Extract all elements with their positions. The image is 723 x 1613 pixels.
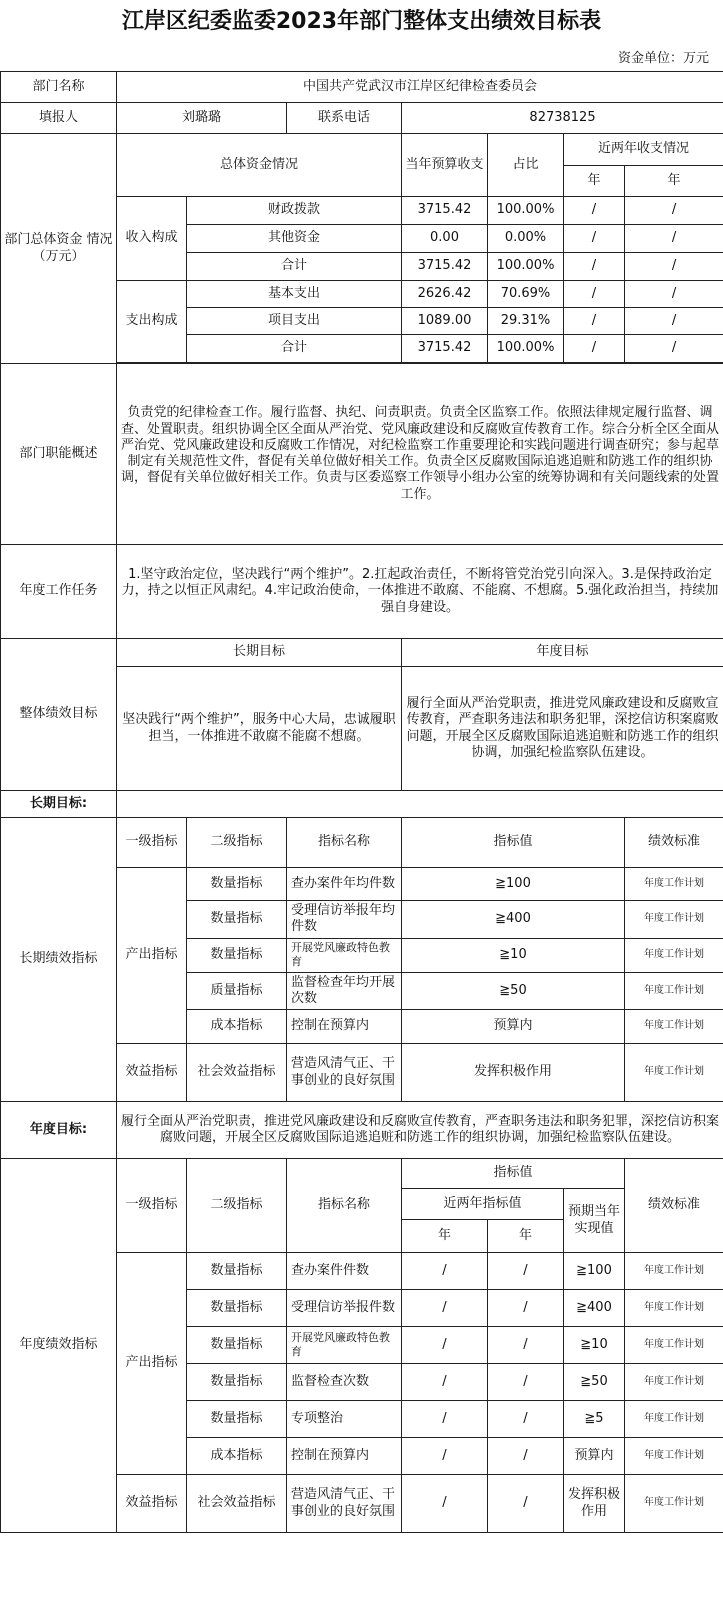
funds-budget-header: 当年预算收支 [402, 134, 488, 197]
lt-output-label: 产出指标 [117, 868, 187, 1044]
lt-standard-header: 绩效标准 [625, 818, 723, 868]
lt-standard: 年度工作计划 [625, 1044, 723, 1102]
lt-standard: 年度工作计划 [625, 1010, 723, 1044]
income-name: 财政拨款 [187, 197, 402, 225]
annual-header-row [1, 1159, 723, 1189]
an-expected: ≧10 [564, 1327, 625, 1364]
an-year1: / [402, 1253, 488, 1290]
an-year1: / [402, 1290, 488, 1327]
income-amount: 3715.42 [402, 197, 488, 225]
an-year2-header: 年 [488, 1220, 564, 1253]
an-expected: ≧50 [564, 1364, 625, 1401]
lt-level2: 成本指标 [187, 1010, 287, 1044]
an-level2: 数量指标 [187, 1401, 287, 1438]
an-standard: 年度工作计划 [625, 1438, 723, 1475]
expense-year1: / [564, 308, 625, 335]
duties-row [1, 364, 723, 545]
annual-section-label: 年度绩效指标 [1, 1159, 117, 1533]
long-term-header-row [1, 818, 723, 868]
an-level2: 社会效益指标 [187, 1475, 287, 1533]
an-year1: / [402, 1438, 488, 1475]
lt-name-header: 指标名称 [287, 818, 402, 868]
an-year2: / [488, 1475, 564, 1533]
lt-level2: 数量指标 [187, 868, 287, 901]
duties-label: 部门职能概述 [1, 364, 117, 545]
an-value-header: 指标值 [402, 1159, 625, 1189]
expense-amount: 2626.42 [402, 281, 488, 308]
an-name: 监督检查次数 [287, 1364, 402, 1401]
expense-ratio: 100.00% [488, 335, 564, 363]
income-year1: / [564, 197, 625, 225]
income-label: 收入构成 [117, 197, 187, 281]
lt-name: 营造风清气正、干事创业的良好氛围 [287, 1044, 402, 1102]
an-name: 查办案件件数 [287, 1253, 402, 1290]
expense-year2: / [625, 335, 723, 363]
lt-level2: 数量指标 [187, 901, 287, 939]
reporter-row [1, 103, 723, 134]
expense-ratio: 70.69% [488, 281, 564, 308]
an-name: 营造风清气正、干事创业的良好氛围 [287, 1475, 402, 1533]
an-standard: 年度工作计划 [625, 1290, 723, 1327]
an-year1: / [402, 1401, 488, 1438]
income-year1: / [564, 225, 625, 253]
tasks-label: 年度工作任务 [1, 545, 117, 639]
funds-year1-header: 年 [564, 166, 625, 197]
an-year2: / [488, 1290, 564, 1327]
income-year2: / [625, 197, 723, 225]
overall-annual-header: 年度目标 [402, 639, 723, 667]
income-ratio: 100.00% [488, 253, 564, 281]
an-year1: / [402, 1327, 488, 1364]
expense-year1: / [564, 281, 625, 308]
an-level2-header: 二级指标 [187, 1159, 287, 1253]
lt-standard: 年度工作计划 [625, 938, 723, 972]
lt-name: 查办案件年均件数 [287, 868, 402, 901]
expense-amount: 3715.42 [402, 335, 488, 363]
an-year1: / [402, 1364, 488, 1401]
an-year1: / [402, 1475, 488, 1533]
lt-name: 受理信访举报年均件数 [287, 901, 402, 939]
an-standard: 年度工作计划 [625, 1327, 723, 1364]
an-level2: 数量指标 [187, 1327, 287, 1364]
long-term-section-label: 长期绩效指标 [1, 818, 117, 1102]
lt-level2: 质量指标 [187, 972, 287, 1010]
an-name: 受理信访举报件数 [287, 1290, 402, 1327]
an-year2: / [488, 1438, 564, 1475]
an-year2: / [488, 1253, 564, 1290]
an-level2: 数量指标 [187, 1290, 287, 1327]
lt-level2-header: 二级指标 [187, 818, 287, 868]
performance-table [0, 71, 723, 1533]
an-level2: 成本指标 [187, 1438, 287, 1475]
an-name: 控制在预算内 [287, 1438, 402, 1475]
an-level1-header: 一级指标 [117, 1159, 187, 1253]
currency-unit: 资金单位：万元 [617, 51, 709, 66]
phone-value: 82738125 [402, 103, 723, 134]
an-expected-header: 预期当年实现值 [564, 1189, 625, 1253]
lt-value: 预算内 [402, 1010, 625, 1044]
lt-name: 监督检查年均开展次数 [287, 972, 402, 1010]
funds-header-row [1, 134, 723, 166]
funds-section-label: 部门总体资金 情况（万元） [1, 134, 117, 364]
an-benefit-label: 效益指标 [117, 1475, 187, 1533]
lt-standard: 年度工作计划 [625, 868, 723, 901]
income-ratio: 0.00% [488, 225, 564, 253]
lt-standard: 年度工作计划 [625, 972, 723, 1010]
an-standard: 年度工作计划 [625, 1364, 723, 1401]
an-recent-header: 近两年指标值 [402, 1189, 564, 1220]
lt-value: ≧400 [402, 901, 625, 939]
expense-ratio: 29.31% [488, 308, 564, 335]
an-level2: 数量指标 [187, 1364, 287, 1401]
an-expected: ≧400 [564, 1290, 625, 1327]
long-term-heading-row [1, 791, 723, 818]
expense-amount: 1089.00 [402, 308, 488, 335]
lt-value: ≧10 [402, 938, 625, 972]
an-standard-header: 绩效标准 [625, 1159, 723, 1253]
overall-long-text: 坚决践行“两个维护”，服务中心大局，忠诚履职担当，一体推进不敢腐不能腐不想腐。 [117, 667, 402, 791]
an-name-header: 指标名称 [287, 1159, 402, 1253]
long-term-heading: 长期目标: [1, 791, 117, 818]
reporter-label: 填报人 [1, 103, 117, 134]
income-year2: / [625, 253, 723, 281]
an-year1-header: 年 [402, 1220, 488, 1253]
annual-text: 履行全面从严治党职责，推进党风廉政建设和反腐败宣传教育，严查职务违法和职务犯罪，深挖信访积案腐败问题，开展全区反腐败国际追逃追赃和防逃工作的组织协调，加强纪检监察队伍建设。 [117, 1102, 723, 1159]
funds-ratio-header: 占比 [488, 134, 564, 197]
income-amount: 3715.42 [402, 253, 488, 281]
lt-value-header: 指标值 [402, 818, 625, 868]
funds-year2-header: 年 [625, 166, 723, 197]
an-output-label: 产出指标 [117, 1253, 187, 1475]
expense-label: 支出构成 [117, 281, 187, 363]
overall-annual-text: 履行全面从严治党职责，推进党风廉政建设和反腐败宣传教育，严查职务违法和职务犯罪，深挖信访积案腐败问题，开展全区反腐败国际追逃追赃和防逃工作的组织协调，加强纪检监察队伍建设。 [402, 667, 723, 791]
lt-value: ≧100 [402, 868, 625, 901]
an-standard: 年度工作计划 [625, 1475, 723, 1533]
an-expected: ≧100 [564, 1253, 625, 1290]
an-level2: 数量指标 [187, 1253, 287, 1290]
department-row [1, 72, 723, 103]
lt-value: 发挥积极作用 [402, 1044, 625, 1102]
lt-benefit-label: 效益指标 [117, 1044, 187, 1102]
an-expected: ≧5 [564, 1401, 625, 1438]
reporter-name: 刘璐璐 [117, 103, 287, 134]
lt-name: 控制在预算内 [287, 1010, 402, 1044]
phone-label: 联系电话 [287, 103, 402, 134]
income-amount: 0.00 [402, 225, 488, 253]
department-value: 中国共产党武汉市江岸区纪律检查委员会 [117, 72, 723, 103]
an-name: 专项整治 [287, 1401, 402, 1438]
page-title: 江岸区纪委监委2023年部门整体支出绩效目标表 [121, 9, 602, 34]
lt-standard: 年度工作计划 [625, 901, 723, 939]
lt-level2: 社会效益指标 [187, 1044, 287, 1102]
lt-level1-header: 一级指标 [117, 818, 187, 868]
an-year2: / [488, 1401, 564, 1438]
expense-name: 合计 [187, 335, 402, 363]
income-name: 其他资金 [187, 225, 402, 253]
duties-text: 负责党的纪律检查工作。履行监督、执纪、问责职责。负责全区监察工作。依照法律规定履行监督、调查、处置职责。组织协调全区全面从严治党、党风廉政建设和反腐败宣传教育工作。综合分析全区全面从严治党、党风廉政建设和反腐败工作情况，对纪检监察工作重要理论和实践问题进行调查研究；参与起草制定有关规范性文件，督促有关单位做好相关工作。负责全区反腐败国际追逃追赃和防逃工作的组织协调，督促有关单位做好相关工作。负责与区委巡察工作领导小组办公室的统筹协调和有关问题线索的处置工作。 [117, 364, 723, 545]
overall-header-row [1, 639, 723, 667]
overall-label: 整体绩效目标 [1, 639, 117, 791]
annual-heading: 年度目标: [1, 1102, 117, 1159]
department-label: 部门名称 [1, 72, 117, 103]
expense-name: 项目支出 [187, 308, 402, 335]
lt-name: 开展党风廉政特色教育 [287, 938, 402, 972]
expense-year2: / [625, 308, 723, 335]
an-standard: 年度工作计划 [625, 1253, 723, 1290]
income-year2: / [625, 225, 723, 253]
tasks-row [1, 545, 723, 639]
an-expected: 发挥积极作用 [564, 1475, 625, 1533]
expense-year2: / [625, 281, 723, 308]
expense-name: 基本支出 [187, 281, 402, 308]
funds-recent-header: 近两年收支情况 [564, 134, 723, 166]
lt-level2: 数量指标 [187, 938, 287, 972]
income-name: 合计 [187, 253, 402, 281]
lt-value: ≧50 [402, 972, 625, 1010]
an-year2: / [488, 1364, 564, 1401]
tasks-text: 1.坚守政治定位，坚决践行“两个维护”。2.扛起政治责任，不断将管党治党引向深入。3.是保持政治定力，持之以恒正风肃纪。4.牢记政治使命，一体推进不敢腐、不能腐、不想腐。5.强化政治担当，持续加强自身建设。 [117, 545, 723, 639]
an-name: 开展党风廉政特色教育 [287, 1327, 402, 1364]
long-term-heading-blank [117, 791, 723, 818]
an-expected: 预算内 [564, 1438, 625, 1475]
expense-year1: / [564, 335, 625, 363]
income-year1: / [564, 253, 625, 281]
an-standard: 年度工作计划 [625, 1401, 723, 1438]
income-ratio: 100.00% [488, 197, 564, 225]
funds-overall-header: 总体资金情况 [117, 134, 402, 197]
overall-long-header: 长期目标 [117, 639, 402, 667]
annual-heading-row [1, 1102, 723, 1159]
an-year2: / [488, 1327, 564, 1364]
